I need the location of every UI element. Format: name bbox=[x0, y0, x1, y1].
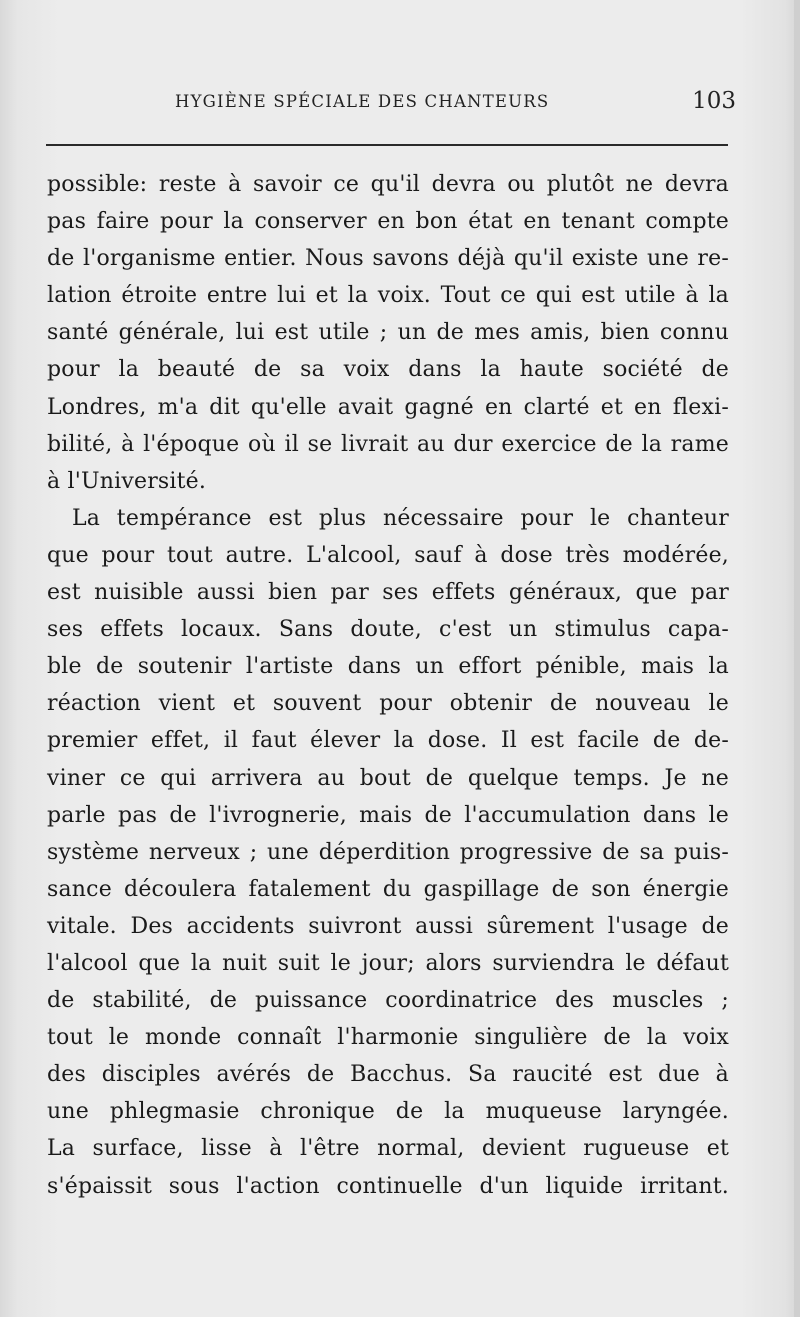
text-line: parle pas de l'ivrognerie, mais de l'accumulation dans le bbox=[47, 802, 729, 828]
text-line: La surface, lisse à l'être normal, devient rugueuse et bbox=[47, 1136, 729, 1162]
text-line: bilité, à l'époque où il se livrait au dur exercice de la rame bbox=[47, 431, 729, 457]
text-line: premier effet, il faut élever la dose. Il est facile de de- bbox=[47, 728, 729, 754]
text-line: réaction vient et souvent pour obtenir de nouveau le bbox=[47, 691, 729, 717]
paragraph-start-line: La tempérance est plus nécessaire pour le chanteur bbox=[72, 505, 729, 531]
text-line: système nerveux ; une déperdition progressive de sa puis- bbox=[47, 839, 729, 865]
text-line: sance découlera fatalement du gaspillage de son énergie bbox=[47, 876, 729, 902]
text-line: que pour tout autre. L'alcool, sauf à dose très modérée, bbox=[47, 542, 729, 568]
text-line: une phlegmasie chronique de la muqueuse laryngée. bbox=[47, 1099, 729, 1125]
text-line: vitale. Des accidents suivront aussi sûrement l'usage de bbox=[47, 913, 729, 939]
text-line: de stabilité, de puissance coordinatrice des muscles ; bbox=[47, 988, 729, 1014]
text-line: possible: reste à savoir ce qu'il devra ou plutôt ne devra bbox=[47, 172, 729, 197]
text-line: ble de soutenir l'artiste dans un effort pénible, mais la bbox=[47, 654, 729, 680]
text-line: Londres, m'a dit qu'elle avait gagné en clarté et en flexi- bbox=[47, 394, 729, 420]
text-line: viner ce qui arrivera au bout de quelque temps. Je ne bbox=[47, 765, 729, 791]
text-line: l'alcool que la nuit suit le jour; alors surviendra le défaut bbox=[47, 950, 729, 976]
text-line: pas faire pour la conserver en bon état en tenant compte bbox=[47, 209, 729, 235]
body-text bbox=[47, 166, 729, 1205]
text-line: santé générale, lui est utile ; un de mes amis, bien connu bbox=[47, 320, 729, 346]
running-title: HYGIÈNE SPÉCIALE DES CHANTEURS bbox=[175, 92, 550, 111]
header-rule bbox=[46, 144, 728, 146]
text-line: des disciples avérés de Bacchus. Sa raucité est due à bbox=[47, 1062, 729, 1088]
text-line: lation étroite entre lui et la voix. Tout ce qui est utile à la bbox=[47, 283, 729, 309]
text-line: de l'organisme entier. Nous savons déjà qu'il existe une re- bbox=[47, 246, 729, 272]
text-line: est nuisible aussi bien par ses effets généraux, que par bbox=[47, 580, 729, 606]
page-edge-shadow bbox=[794, 0, 800, 1317]
text-line: tout le monde connaît l'harmonie singulière de la voix bbox=[47, 1025, 729, 1051]
text-line: pour la beauté de sa voix dans la haute société de bbox=[47, 357, 729, 383]
text-line: ses effets locaux. Sans doute, c'est un stimulus capa- bbox=[47, 617, 729, 643]
text-line: à l'Université. bbox=[47, 468, 207, 494]
text-line: s'épaissit sous l'action continuelle d'un liquide irritant. bbox=[47, 1173, 729, 1199]
page-number: 103 bbox=[692, 88, 736, 114]
